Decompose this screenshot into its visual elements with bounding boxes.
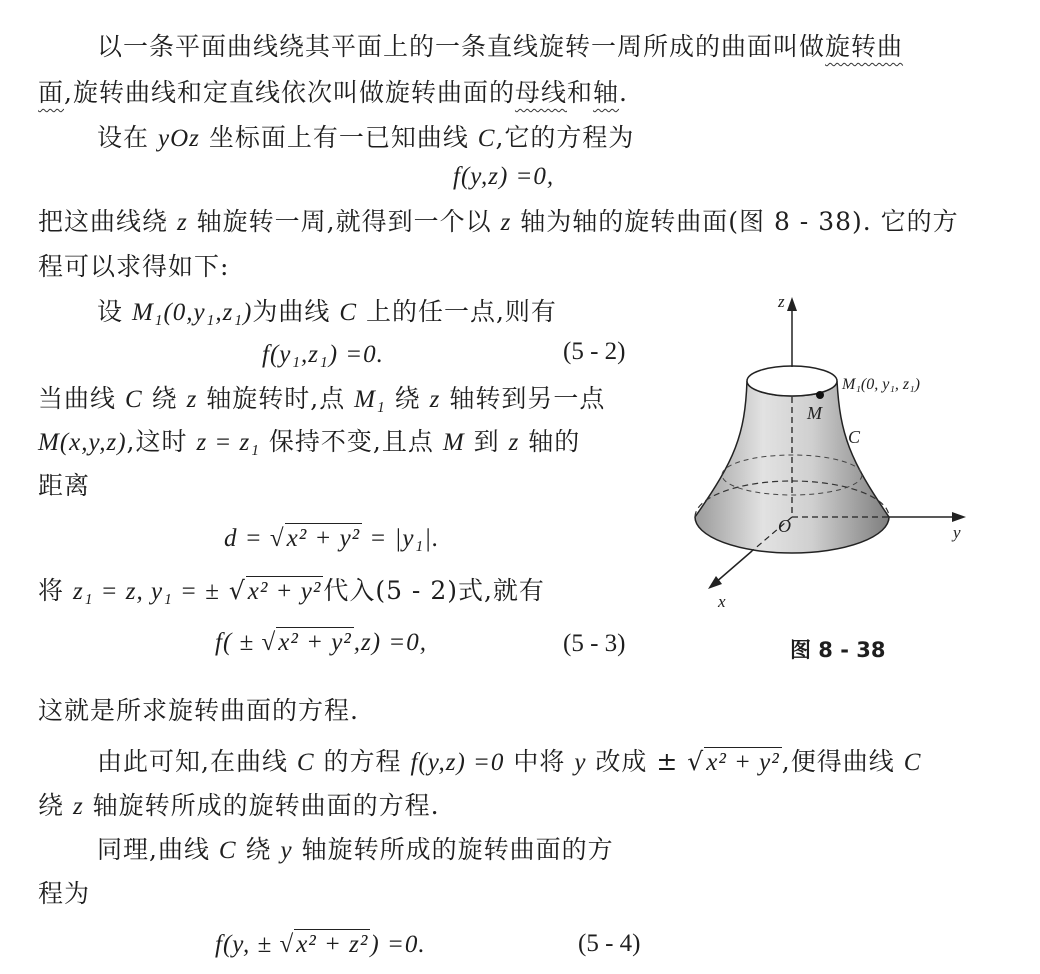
curve-name: C [124,386,143,413]
para5-line1 [38,382,605,417]
para1-line2 [38,76,628,110]
para1-line1 [97,30,903,64]
term-generatrix: 母线 [514,78,567,107]
para1-text-c: 和 [566,78,593,107]
para8-text-d: 改成 ± [595,747,679,776]
para6-line [38,574,545,609]
substitution: z₁ = z, y₁ = ± [72,578,220,605]
subst-radicand: x² + y² [247,578,322,605]
point-m1-short: M₁ [354,386,386,413]
var-y: y [280,837,293,864]
para4-line [97,295,557,330]
para9-line1 [97,833,614,868]
para5-text-c: 轴旋转时,点 [206,384,346,413]
point-m1: M₁(0,y₁,z₁) [131,299,253,326]
point-m1-dot [816,391,824,399]
para2-text-b: 坐标面上有一已知曲线 [208,123,469,152]
para5-text-g: 保持不变,且点 [268,427,434,456]
y-axis-arrow [952,512,966,522]
figure-rotation-surface [670,285,1000,615]
eq-5-3-a: f( ± [215,629,255,656]
para5-line2 [38,425,580,460]
eq-d-lhs: d = [224,525,263,552]
para5-text-d: 绕 [394,384,421,413]
para9-text-c: 轴旋转所成的旋转曲面的方 [301,835,614,864]
sqrt-symbol: √ [687,747,705,776]
para2-line [97,121,634,156]
point-m: M(x,y,z) [38,429,127,456]
eq-5-4-a: f(y, ± [215,931,273,958]
eqno-5-3: (5 - 3) [563,630,626,657]
sqrt-symbol: √ [261,629,277,656]
para8-text-b: 的方程 [323,747,402,776]
label-z: z [778,292,785,311]
para8-text-a: 由此可知,在曲线 [97,747,288,776]
equation-5-2: f(y₁,z₁) =0. [262,341,384,368]
curve-name: C [296,749,315,776]
para6-text-b: 代入(5 - 2)式,就有 [323,576,545,605]
label-x: x [718,592,726,611]
sqrt-symbol: √ [279,931,295,958]
point-m-label: M [442,429,465,456]
axis-z: z [500,209,512,236]
equation-curve: f(y,z) =0, [453,163,555,190]
eq-5-3-b: ,z) =0, [353,629,427,656]
para3-text-a: 把这曲线绕 [38,207,169,236]
label-o: O [778,516,791,536]
axis-z: z [72,793,84,820]
equation-distance [224,522,439,556]
label-y: y [953,523,961,542]
para8-text-c: 中将 [513,747,566,776]
para3-line1 [38,205,959,240]
term-rotation-surface-cont: 面 [38,78,65,107]
para5-text-i: 轴的 [528,427,581,456]
eq-5-4-radicand: x² + z² [296,931,369,958]
curve-name: C [339,299,357,326]
para9-text-b: 绕 [245,835,272,864]
axis-z: z [508,429,520,456]
para8-line1 [97,745,921,780]
para5-text-a: 当曲线 [38,384,117,413]
label-m1: M₁(0, y₁, z₁) [842,376,920,393]
para5-text-f: ,这时 [126,427,188,456]
sqrt-symbol: √ [228,576,246,605]
para5-text-b: 绕 [151,384,178,413]
condition-z: z = z₁ [196,429,260,456]
term-rotation-surface: 旋转曲 [825,32,904,61]
para4-text-a: 设 [97,297,124,326]
term-axis: 轴 [593,78,620,107]
curve-name: C [477,125,496,152]
axis-z: z [429,386,441,413]
para9-text-a: 同理,曲线 [97,835,210,864]
axis-z: z [186,386,198,413]
para5-text-e: 轴转到另一点 [449,384,606,413]
equation-5-3 [215,626,427,660]
label-c: C [848,427,861,447]
eqno-5-2: (5 - 2) [563,338,626,365]
eq-fyz: f(y,z) =0 [410,749,505,776]
eqno-5-4: (5 - 4) [578,930,641,957]
plane-name: yOz [157,125,200,152]
axis-z: z [176,209,188,236]
para1-text-a: 以一条平面曲线绕其平面上的一条直线旋转一周所成的曲面叫做 [97,32,826,61]
para1-text-b: ,旋转曲线和定直线依次叫做旋转曲面的 [64,78,515,107]
sqrt-symbol: √ [269,525,285,552]
para5-text-h: 到 [473,427,500,456]
para7-line: 这就是所求旋转曲面的方程. [38,696,359,725]
para8-radicand: x² + y² [706,749,780,776]
para3-line2: 程可以求得如下: [38,252,230,281]
para2-text-a: 设在 [97,123,150,152]
para4-text-b: 为曲线 [252,297,331,326]
eq-d-rhs: = |y₁|. [369,525,440,552]
eq-5-4-b: ) =0. [370,931,426,958]
eq-d-radicand: x² + y² [286,525,361,552]
para2-text-c: ,它的方程为 [495,123,635,152]
figure-caption: 图 8 - 38 [790,638,886,662]
para3-text-b: 轴旋转一周,就得到一个以 [196,207,492,236]
eq-5-3-radicand: x² + y² [278,629,352,656]
surface-top-rim [747,366,837,396]
equation-5-4 [215,928,426,962]
para8-text-g: 轴旋转所成的旋转曲面的方程. [92,791,440,820]
x-axis [715,551,752,583]
para4-text-c: 上的任一点,则有 [365,297,557,326]
para3-text-c: 轴为轴的旋转曲面(图 8 - 38). 它的方 [520,207,959,236]
z-axis-arrow [787,297,797,311]
curve-name: C [903,749,922,776]
para9-line2: 程为 [38,879,91,908]
para1-text-d: . [619,78,628,107]
para5-line3: 距离 [38,471,91,500]
para6-text-a: 将 [38,576,65,605]
curve-name: C [218,837,237,864]
label-m: M [807,403,822,423]
var-y: y [574,749,587,776]
para8-line2 [38,789,440,824]
para8-text-f: 绕 [38,791,65,820]
para8-text-e: ,便得曲线 [781,747,895,776]
